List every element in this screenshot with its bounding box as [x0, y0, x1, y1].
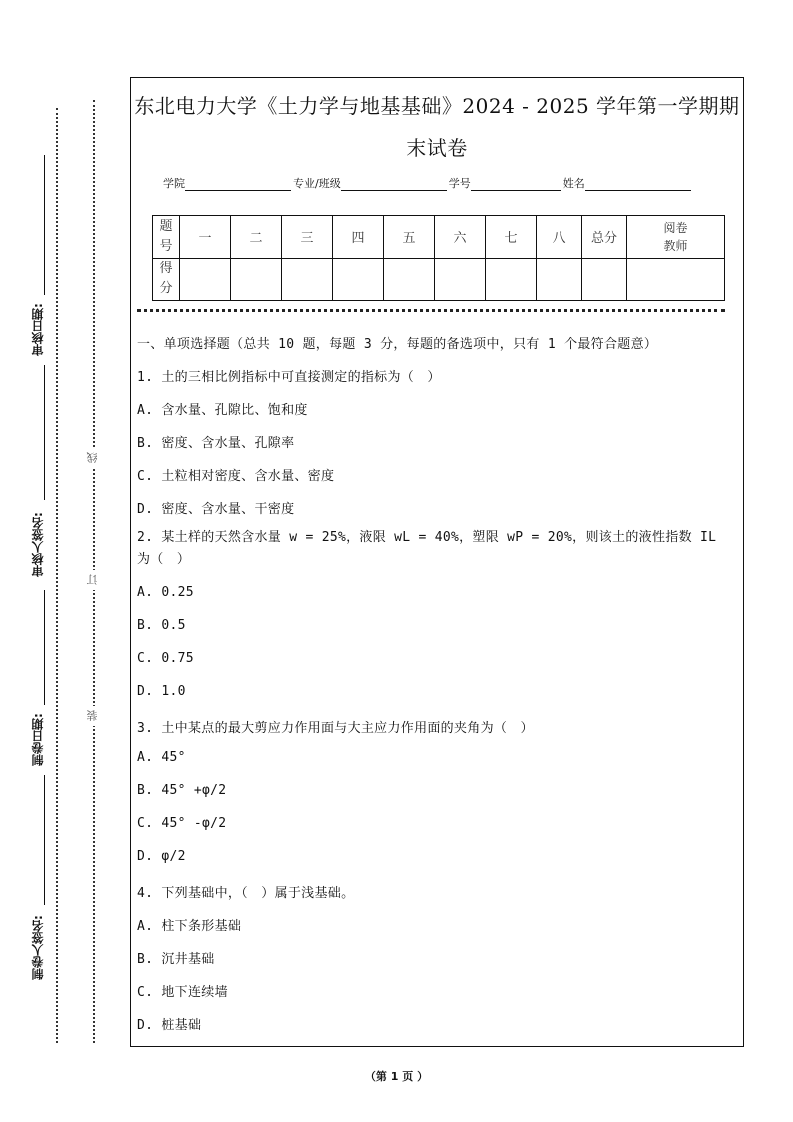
- question-4-stem: 4. 下列基础中，（ ）属于浅基础。: [137, 886, 355, 901]
- maker-signature-label: 制卷人签名:: [31, 915, 45, 980]
- maker-date-line: [44, 590, 45, 705]
- reviewer-signature-label: 审核人签名:: [31, 512, 45, 577]
- question-number-header-top: 题: [159, 218, 173, 234]
- header-grader-bottom: 教师: [663, 238, 688, 253]
- maker-date-label: 制卷日期:: [31, 713, 45, 767]
- question-3-option-a: A. 45°: [137, 750, 186, 765]
- student-info-row: [163, 175, 723, 191]
- score-table-score-row: [153, 258, 725, 301]
- exam-title-line2: 末试卷: [406, 136, 468, 160]
- question-4-option-a: A. 柱下条形基础: [137, 919, 242, 934]
- question-3-stem: 3. 土中某点的最大剪应力作用面与大主应力作用面的夹角为（ ）: [137, 721, 534, 736]
- score-cell-grader[interactable]: [627, 258, 725, 301]
- question-2-option-b: B. 0.5: [137, 618, 186, 633]
- score-cell-total[interactable]: [582, 258, 627, 301]
- question-number-header-bottom: 号: [159, 238, 173, 254]
- binding-char-bind: 订: [85, 570, 101, 590]
- score-cell-q7[interactable]: [486, 258, 537, 301]
- section-separator-dots: [137, 309, 725, 312]
- page-number: （第 1 页 ）: [364, 1070, 429, 1083]
- reviewer-date-label: 审核日期:: [31, 303, 45, 357]
- question-2-option-a: A. 0.25: [137, 585, 194, 600]
- question-1-option-d: D. 密度、含水量、干密度: [137, 502, 295, 517]
- exam-frame: [130, 77, 744, 1047]
- college-label: 学院: [163, 177, 185, 190]
- question-number-header: [153, 216, 180, 259]
- name-label: 姓名: [562, 177, 585, 190]
- header-q8: 八: [537, 216, 582, 259]
- question-2-option-d: D. 1.0: [137, 684, 186, 699]
- major-class-field[interactable]: [341, 178, 447, 191]
- question-4-option-d: D. 桩基础: [137, 1018, 202, 1033]
- question-1-option-b: B. 密度、含水量、孔隙率: [137, 436, 295, 451]
- reviewer-signature-line: [44, 365, 45, 500]
- question-2-option-c: C. 0.75: [137, 651, 194, 666]
- header-q6: 六: [435, 216, 486, 259]
- binding-char-seal: 装: [85, 706, 101, 726]
- question-3-option-c: C. 45° -φ/2: [137, 816, 227, 831]
- maker-signature-line: [44, 775, 45, 905]
- score-row-header-top: 得: [159, 261, 173, 277]
- score-cell-q6[interactable]: [435, 258, 486, 301]
- header-total: 总分: [582, 216, 627, 259]
- score-cell-q4[interactable]: [333, 258, 384, 301]
- student-id-field[interactable]: [471, 178, 561, 191]
- question-3-option-b: B. 45° +φ/2: [137, 783, 227, 798]
- binding-dotted-line-outer: [56, 108, 58, 1043]
- score-row-header: [153, 258, 180, 301]
- question-2-stem: 2. 某土样的天然含水量 w = 25%，液限 wL = 40%，塑限 wP = 20%，则该土的液性指数 IL 为（ ）: [137, 530, 717, 567]
- score-cell-q1[interactable]: [180, 258, 231, 301]
- question-4-option-b: B. 沉井基础: [137, 952, 215, 967]
- question-1-option-a: A. 含水量、孔隙比、饱和度: [137, 403, 308, 418]
- header-q3: 三: [282, 216, 333, 259]
- header-q7: 七: [486, 216, 537, 259]
- score-cell-q8[interactable]: [537, 258, 582, 301]
- score-cell-q3[interactable]: [282, 258, 333, 301]
- header-q2: 二: [231, 216, 282, 259]
- question-1-option-c: C. 土粒相对密度、含水量、密度: [137, 469, 335, 484]
- question-1-stem: 1. 土的三相比例指标中可直接测定的指标为（ ）: [137, 370, 441, 385]
- header-q1: 一: [180, 216, 231, 259]
- header-q5: 五: [384, 216, 435, 259]
- score-table-header-row: [153, 216, 725, 259]
- section1-heading: 一、单项选择题（总共 10 题，每题 3 分，每题的备选项中，只有 1 个最符合题意）: [137, 337, 658, 352]
- name-field[interactable]: [585, 178, 691, 191]
- question-3-option-d: D. φ/2: [137, 849, 186, 864]
- exam-title-line1: 东北电力大学《土力学与地基基础》2024 - 2025 学年第一学期期: [134, 94, 740, 118]
- binding-char-line: 线: [85, 448, 101, 468]
- major-class-label: 专业/班级: [293, 177, 341, 190]
- student-id-label: 学号: [448, 177, 471, 190]
- score-row-header-bottom: 分: [159, 281, 173, 297]
- header-grader-top: 阅卷: [663, 220, 688, 235]
- score-table: [152, 215, 725, 301]
- reviewer-date-line: [44, 155, 45, 295]
- header-q4: 四: [333, 216, 384, 259]
- question-4-option-c: C. 地下连续墙: [137, 985, 228, 1000]
- header-grader: [627, 216, 725, 259]
- score-cell-q2[interactable]: [231, 258, 282, 301]
- score-cell-q5[interactable]: [384, 258, 435, 301]
- college-field[interactable]: [185, 178, 291, 191]
